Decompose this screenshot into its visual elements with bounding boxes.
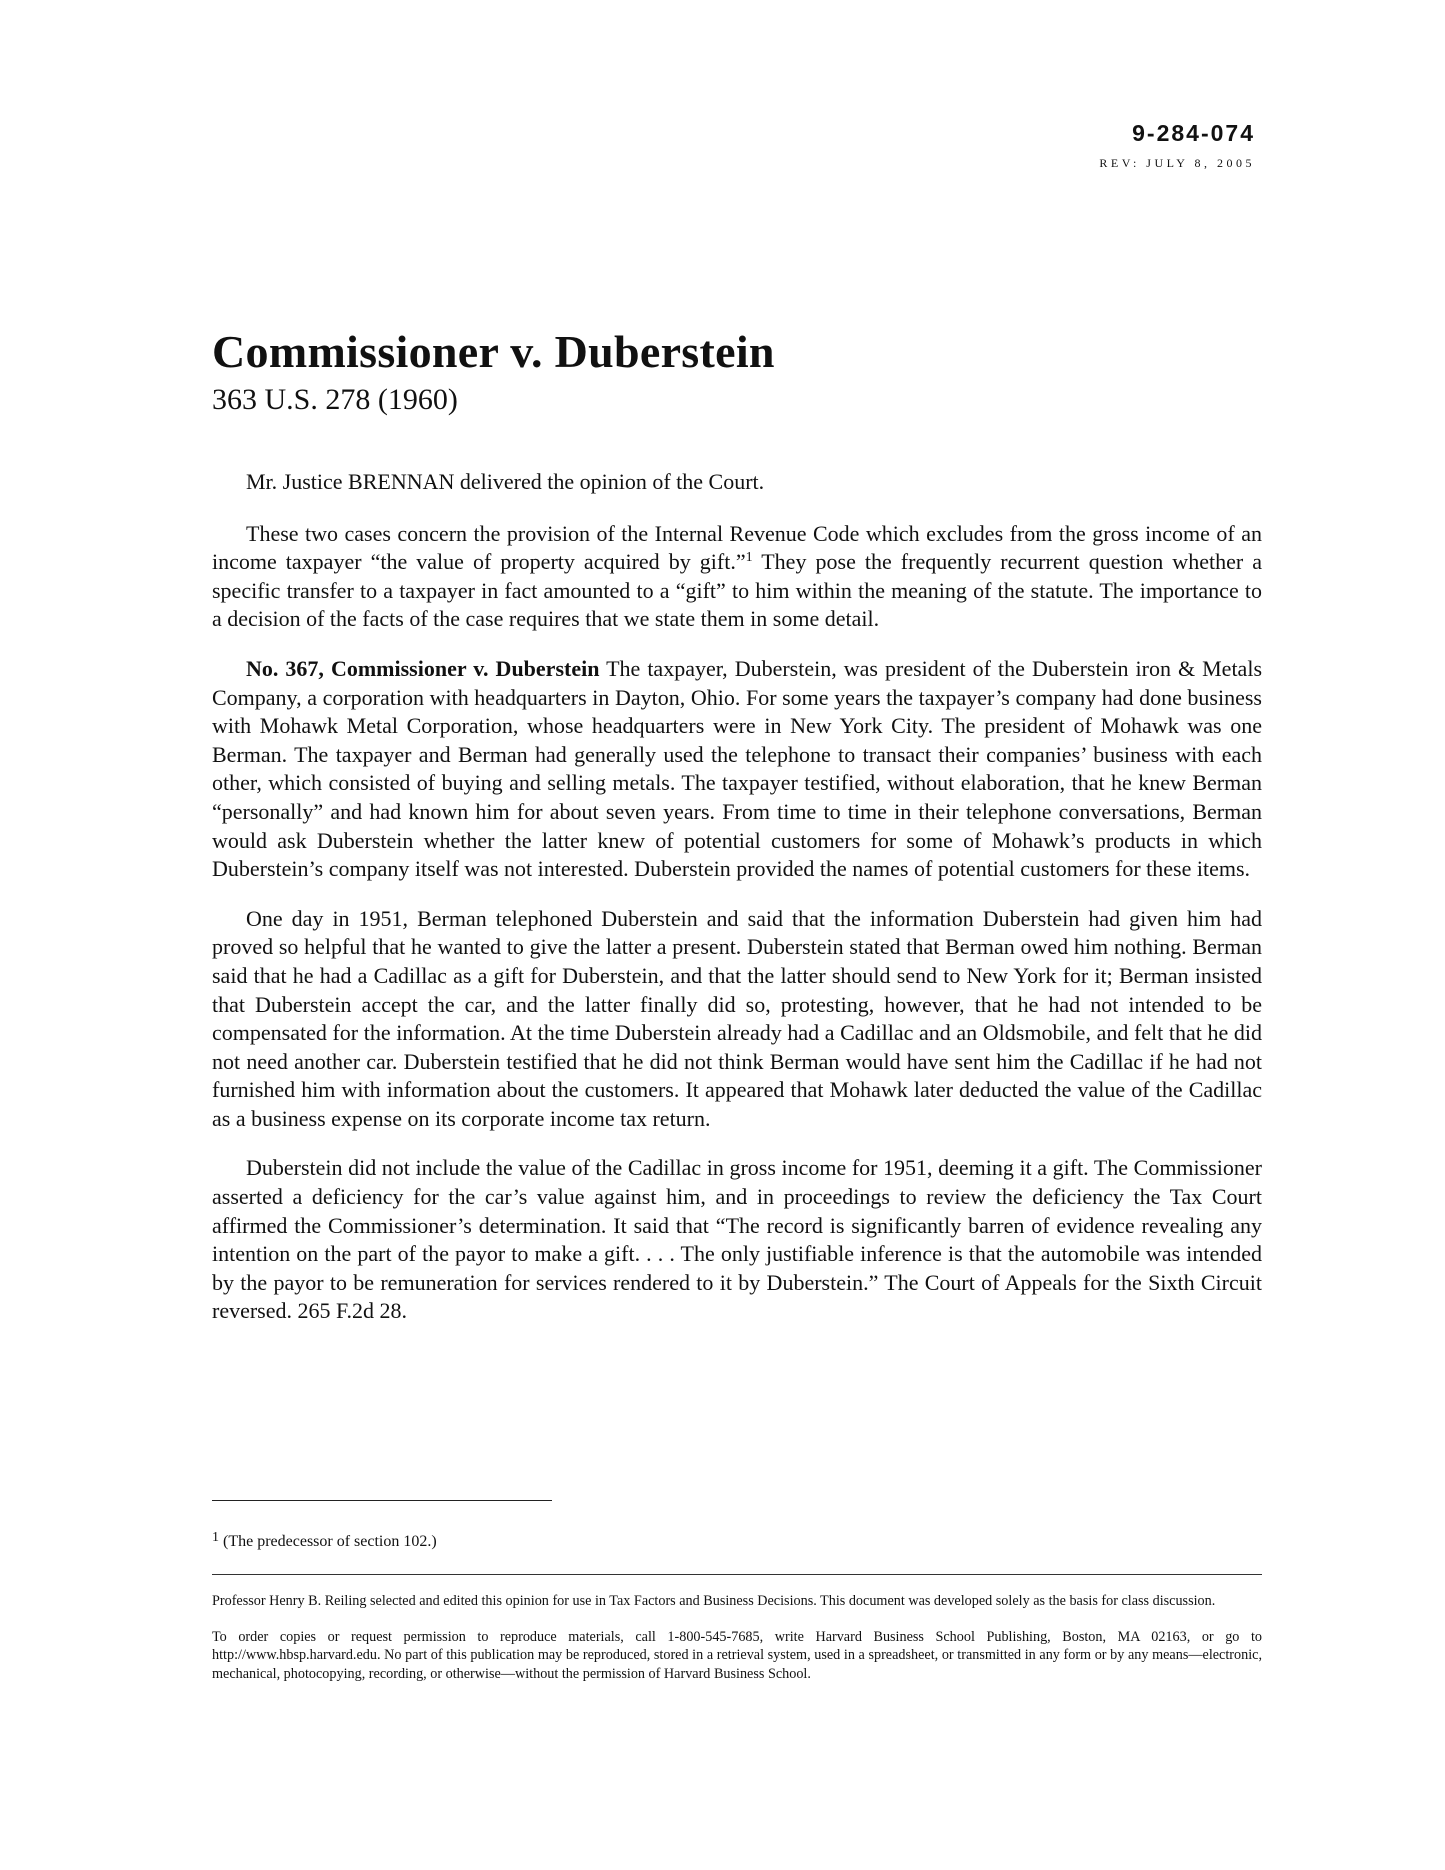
footnote-reference-1[interactable]: 1: [745, 550, 753, 566]
copyright-note: To order copies or request permission to reproduce materials, call 1-800-545-7685, write Harvard Business School Publishing, Boston, MA 02163, or go to http://www.hbsp.harvard.edu. No part of this publication may be reproduced, stored in a retrieval system, used in a spreadsheet, or transmitted in any form or by any means—electronic, mechanical, photocopying, recording, or otherwise—without the permission of Harvard Business School.: [212, 1628, 1262, 1682]
document-number: 9-284-074: [1132, 120, 1255, 146]
notes-divider: [212, 1574, 1262, 1575]
opinion-paragraph-4: Duberstein did not include the value of the Cadillac in gross income for 1951, deeming it a gift. The Commissioner asserted a deficiency for the car’s value against him, and in proceedings to review the deficiency the Tax Court affirmed the Commissioner’s determination. It said that “The record is significantly barren of evidence revealing any intention on the part of the payor to make a gift. . . . The only justifiable inference is that the automobile was intended by the payor to be remuneration for services rendered to it by Duberstein.” The Court of Appeals for the Sixth Circuit reversed. 265 F.2d 28.: [212, 1155, 1262, 1324]
case-heading: No. 367, Commissioner v. Duberstein: [246, 655, 600, 681]
footnote-marker: 1: [212, 1530, 219, 1545]
opinion-paragraph-1: [212, 520, 1262, 634]
footnote-text: (The predecessor of section 102.): [223, 1533, 437, 1550]
opinion-opener: Mr. Justice BRENNAN delivered the opinion of the Court.: [246, 469, 765, 494]
opinion-paragraph-2: [212, 655, 1262, 884]
case-citation: 363 U.S. 278 (1960): [212, 383, 458, 416]
publication-notes: [212, 1592, 1262, 1700]
credit-note: Professor Henry B. Reiling selected and edited this opinion for use in Tax Factors and Business Decisions. This document was developed solely as the basis for class discussion.: [212, 1593, 1216, 1609]
case-title: Commissioner v. Duberstein: [212, 326, 775, 377]
opinion-body: [212, 468, 1262, 1347]
paragraph-1-rest: They pose the frequently recurrent question whether a specific transfer to a taxpayer in fact amounted to a “gift” to him within the meaning of the statute. The importance to a decision of the facts of the case requires that we state them in some detail.: [212, 549, 1262, 632]
paragraph-2-text: The taxpayer, Duberstein, was president of the Duberstein iron & Metals Company, a corporation with headquarters in Dayton, Ohio. For some years the taxpayer’s company had done business with Mohawk Metal Corporation, whose headquarters were in New York City. The president of Mohawk was one Berman. The taxpayer and Berman had generally used the telephone to transact their companies’ business with each other, which consisted of buying and selling metals. The taxpayer testified, without elaboration, that he knew Berman “personally” and had known him for about seven years. From time to time in their telephone conversations, Berman would ask Duberstein whether the latter knew of potential customers for some of Mohawk’s products in which Duberstein’s company itself was not interested. Duberstein provided the names of potential customers for these items.: [212, 655, 1262, 882]
revision-date: REV: JULY 8, 2005: [1099, 156, 1255, 170]
footnote: [212, 1530, 437, 1551]
paragraph-1-text: These two cases concern the provision of the Internal Revenue Code which excludes from the gross income of an income taxpayer “the value of property acquired by gift.”: [212, 520, 1262, 575]
opinion-paragraph-3: One day in 1951, Berman telephoned Duberstein and said that the information Duberstein had given him had proved so helpful that he wanted to give the latter a present. Duberstein stated that Berman owed him nothing. Berman said that he had a Cadillac as a gift for Duberstein, and that the latter should send to New York for it; Berman insisted that Duberstein accept the car, and the latter finally did so, protesting, however, that he had not intended to be compensated for the information. At the time Duberstein already had a Cadillac and an Oldsmobile, and felt that he did not need another car. Duberstein testified that he did not think Berman would have sent him the Cadillac if he had not furnished him with information about the customers. It appeared that Mohawk later deducted the value of the Cadillac as a business expense on its corporate income tax return.: [212, 905, 1262, 1131]
footnote-divider: [212, 1500, 552, 1501]
